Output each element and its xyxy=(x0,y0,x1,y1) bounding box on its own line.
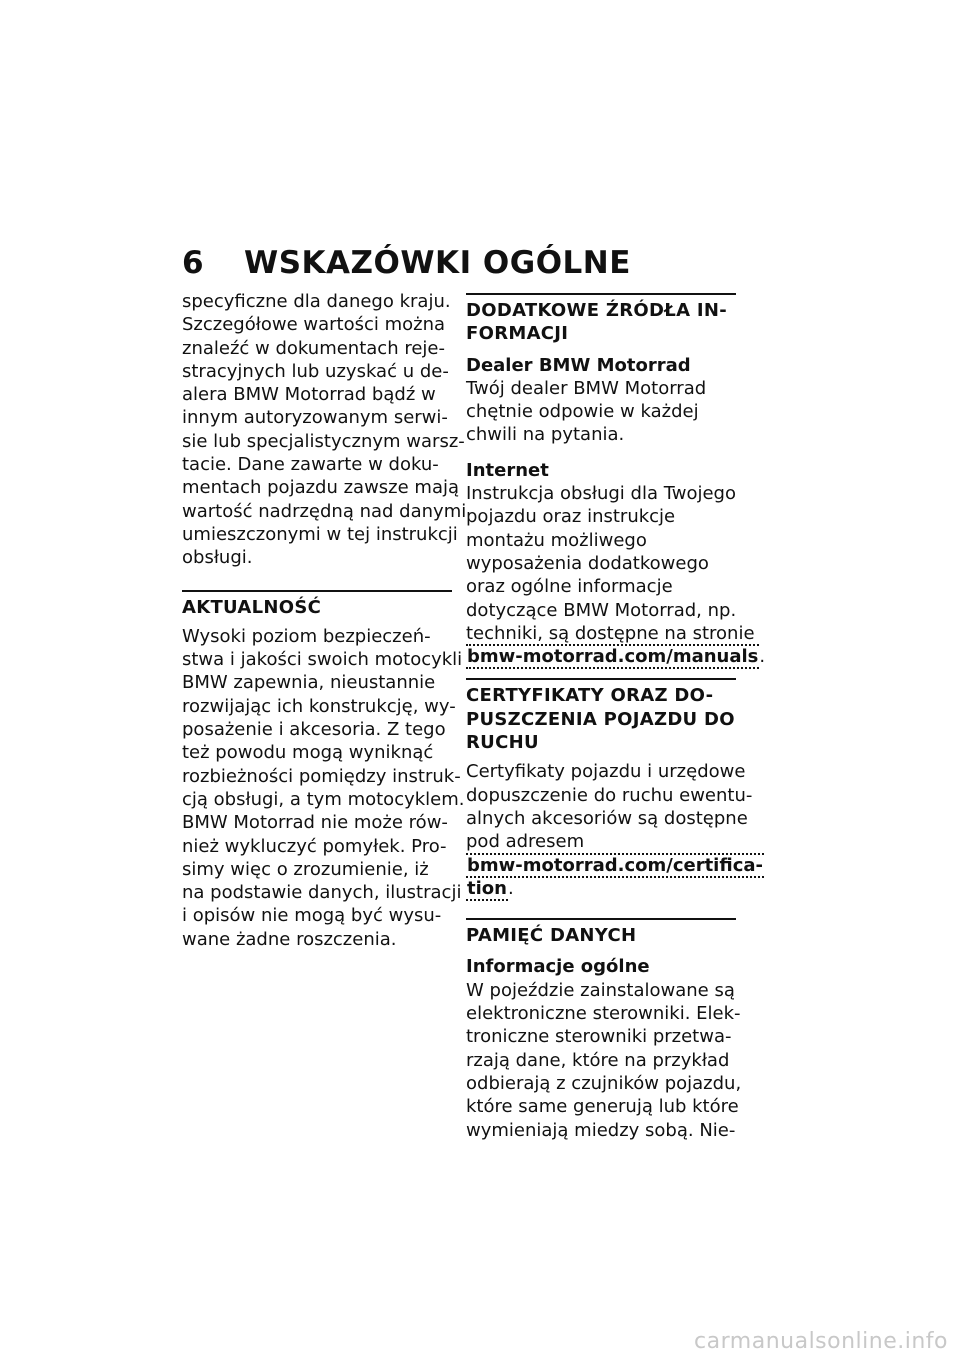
text-line: wymieniają miedzy sobą. Nie- xyxy=(466,1119,736,1141)
chapter-number: 6 xyxy=(182,245,205,281)
text-line: rozwijając ich konstrukcję, wy- xyxy=(182,695,456,717)
manuals-link[interactable]: bmw-motorrad.com/manuals xyxy=(467,646,759,668)
text-line: oraz ogólne informacje xyxy=(466,576,673,598)
text-line: troniczne sterowniki przetwa- xyxy=(466,1026,732,1048)
text-line: obsługi. xyxy=(182,547,253,569)
text-line: wartość nadrzędną nad danymi xyxy=(182,500,467,522)
text-line: alnych akcesoriów są dostępne xyxy=(466,807,748,829)
text-line: które same generują lub które xyxy=(466,1096,739,1118)
aktualnosc-paragraph xyxy=(182,625,465,951)
text-line: BMW Motorrad nie może rów- xyxy=(182,812,448,834)
chapter-heading: WSKAZÓWKI OGÓLNE xyxy=(244,245,631,281)
text-line: BMW zapewnia, nieustannie xyxy=(182,672,436,694)
text-line: Instrukcja obsługi dla Twojego xyxy=(466,483,736,505)
text-line: posażenie i akcesoria. Z tego xyxy=(182,719,446,741)
text-line: Certyfikaty pojazdu i urzędowe xyxy=(466,761,746,783)
text-line: na podstawie danych, ilustracji xyxy=(182,882,462,904)
heading-line: PUSZCZENIA POJAZDU DO xyxy=(466,708,735,730)
text-line: stracyjnych lub uzyskać u de- xyxy=(182,360,449,382)
link-suffix: . xyxy=(507,877,514,899)
text-line: Szczegółowe wartości można xyxy=(182,314,446,336)
section-heading-dodatkowe xyxy=(466,299,736,346)
text-line: specyficzne dla danego kraju. xyxy=(182,291,451,312)
internet-paragraph xyxy=(466,482,766,668)
text-line: odbierają z czujników pojazdu, xyxy=(466,1072,742,1094)
heading-line: CERTYFIKATY ORAZ DO- xyxy=(466,685,714,707)
section-heading-pamiec: PAMIĘĆ DANYCH xyxy=(466,925,637,947)
heading-line: FORMACJI xyxy=(466,323,569,345)
text-line: cją obsługi, a tym motocyklem. xyxy=(182,788,465,810)
text-line: chwili na pytania. xyxy=(466,424,625,446)
certyfikaty-paragraph xyxy=(466,760,763,900)
text-line: dotyczące BMW Motorrad, np. xyxy=(466,599,737,621)
right-column xyxy=(466,290,766,1142)
text-line: dopuszczenie do ruchu ewentu- xyxy=(466,784,753,806)
section-heading-certyfikaty xyxy=(466,684,736,754)
link-suffix: . xyxy=(759,646,766,668)
watermark: carmanualsonline.info xyxy=(694,1329,948,1354)
text-line: wyposażenia dodatkowego xyxy=(466,552,709,574)
text-line: pod adresem xyxy=(466,831,585,853)
text-line: W pojeździe zainstalowane są xyxy=(466,979,735,1001)
text-line: montażu możliwego xyxy=(466,529,647,551)
pamiec-paragraph xyxy=(466,979,742,1142)
dealer-paragraph xyxy=(466,377,736,447)
text-line: stwa i jakości swoich motocykli xyxy=(182,649,463,671)
text-line: znaleźć w dokumentach reje- xyxy=(182,337,445,359)
subheading-informacje: Informacje ogólne xyxy=(466,956,650,978)
left-column xyxy=(182,290,467,951)
text-line: tacie. Dane zawarte w doku- xyxy=(182,454,439,476)
section-divider xyxy=(466,678,736,680)
text-line: umieszczonymi w tej instrukcji xyxy=(182,523,458,545)
certification-link-continued[interactable]: tion xyxy=(467,877,507,899)
text-line: alera BMW Motorrad bądź w xyxy=(182,384,436,406)
intro-paragraph xyxy=(182,290,467,570)
text-line: innym autoryzowanym serwi- xyxy=(182,407,448,429)
text-line: rozbieżności pomiędzy instruk- xyxy=(182,765,461,787)
chapter-title xyxy=(182,243,742,283)
link-line xyxy=(466,854,763,877)
text-line: Wysoki poziom bezpieczeń- xyxy=(182,625,431,647)
text-line: też powodu mogą wyniknąć xyxy=(182,742,434,764)
text-line: i opisów nie mogą być wysu- xyxy=(182,905,442,927)
text-line: sie lub specjalistycznym warsz- xyxy=(182,430,465,452)
text-line: Twój dealer BMW Motorrad xyxy=(466,377,707,399)
section-divider xyxy=(466,293,736,295)
text-line: elektroniczne sterowniki. Elek- xyxy=(466,1003,741,1025)
section-heading-aktualnosc: AKTUALNOŚĆ xyxy=(182,596,322,618)
text-line: chętnie odpowie w każdej xyxy=(466,401,699,423)
subheading-dealer: Dealer BMW Motorrad xyxy=(466,354,691,376)
text-line: rzają dane, które na przykład xyxy=(466,1049,730,1071)
text-line: simy więc o zrozumienie, iż xyxy=(182,858,429,880)
text-line: pojazdu oraz instrukcje xyxy=(466,506,676,528)
text-line: wane żadne roszczenia. xyxy=(182,928,397,950)
link-line xyxy=(466,645,766,668)
heading-line: DODATKOWE ŹRÓDŁA IN- xyxy=(466,300,727,321)
section-divider xyxy=(466,918,736,920)
text-line: mentach pojazdu zawsze mają xyxy=(182,477,460,499)
heading-line: RUCHU xyxy=(466,732,539,754)
link-line xyxy=(466,877,736,900)
subheading-internet: Internet xyxy=(466,459,549,481)
certification-link[interactable]: bmw-motorrad.com/certifica- xyxy=(467,854,763,876)
section-divider xyxy=(182,590,452,592)
text-line: nież wykluczyć pomyłek. Pro- xyxy=(182,835,447,857)
text-line: techniki, są dostępne na stronie xyxy=(466,622,755,644)
